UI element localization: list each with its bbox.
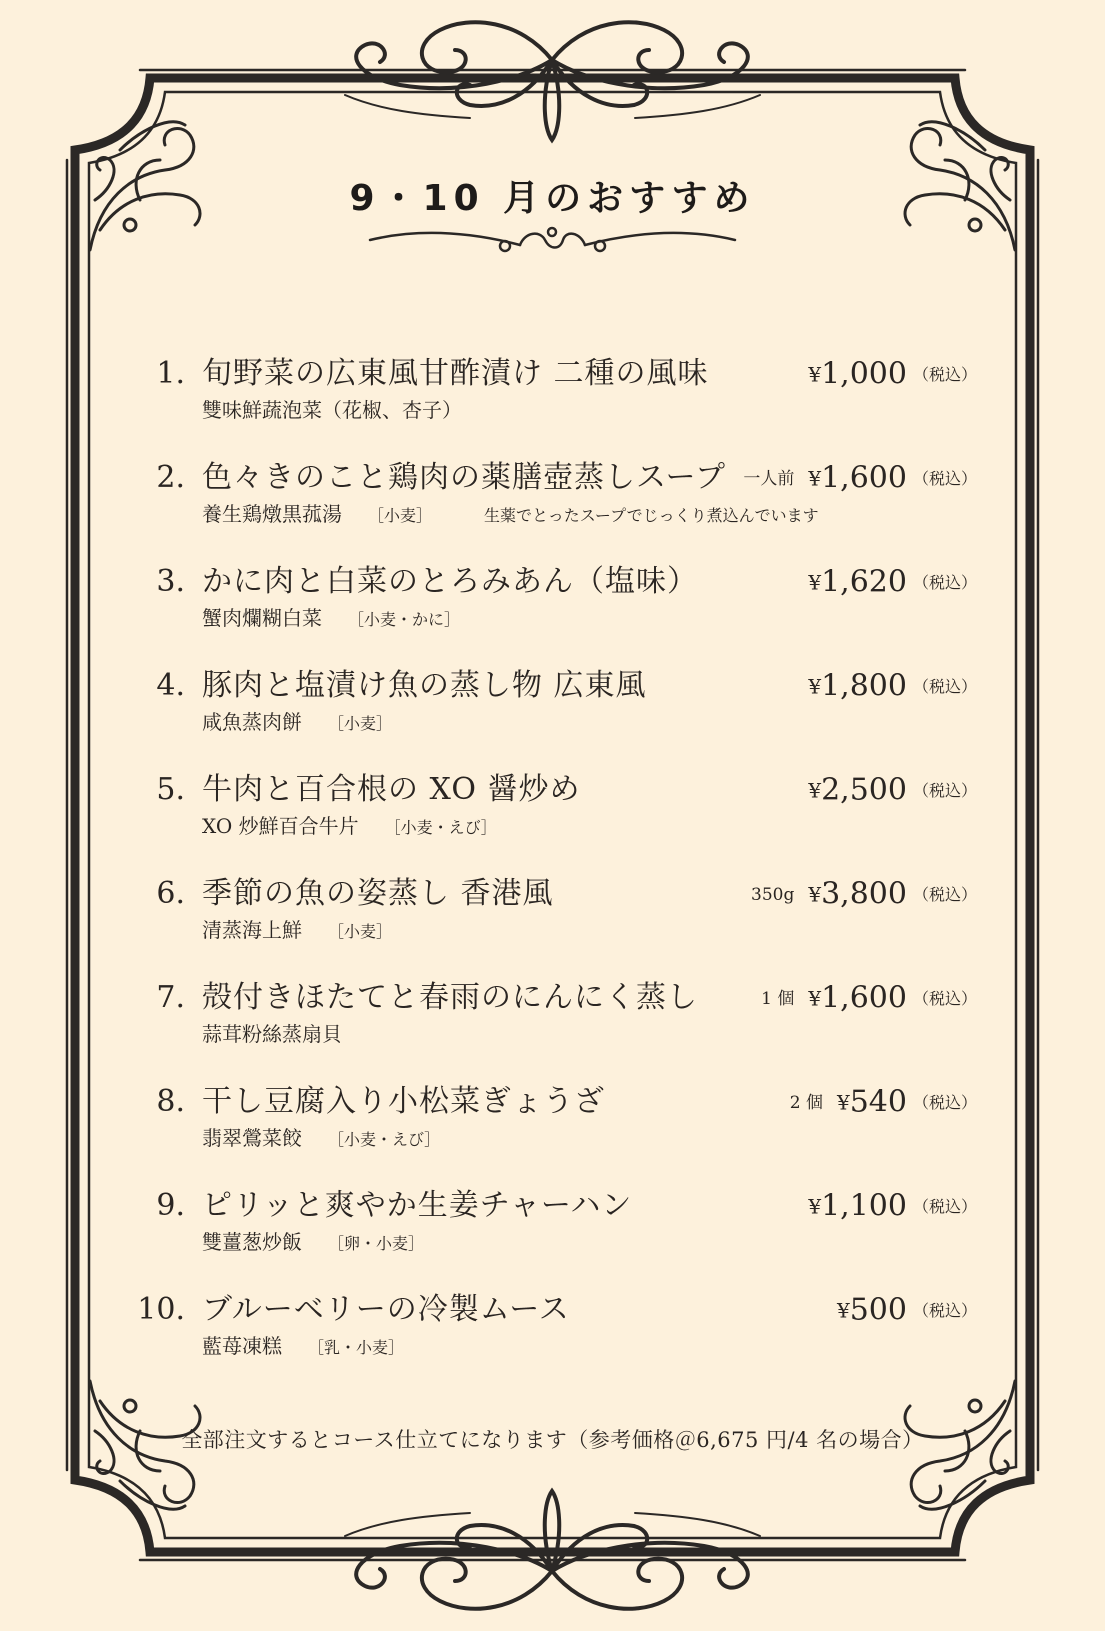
- item-price: 1,600: [821, 980, 907, 1016]
- item-note: 生薬でとったスープでじっくり煮込んでいます: [484, 506, 819, 525]
- item-name: ブルーベリーの冷製ムース: [202, 1292, 570, 1327]
- item-subline: [202, 1332, 404, 1362]
- item-chinese-name: 養生鶏燉黒菰湯: [202, 502, 342, 526]
- title-divider-icon: [370, 228, 735, 251]
- item-number: 5.: [156, 772, 185, 807]
- tax-label: （税込）: [912, 988, 977, 1008]
- item-price-box: [808, 666, 977, 707]
- item-name: 牛肉と百合根の XO 醤炒め: [202, 772, 581, 807]
- item-chinese-name: 咸魚蒸肉餅: [202, 710, 302, 734]
- item-price-box: [790, 1082, 977, 1123]
- item-quantity: 1 個: [761, 988, 795, 1009]
- item-subline: [202, 812, 497, 842]
- item-chinese-name: 清蒸海上鮮: [202, 918, 302, 942]
- item-allergens: ［乳・小麦］: [308, 1338, 405, 1357]
- yen-sign: ¥: [808, 674, 822, 699]
- item-chinese-name: 雙薑葱炒飯: [202, 1230, 302, 1254]
- item-quantity: 350g: [751, 884, 795, 905]
- item-number: 8.: [156, 1084, 185, 1119]
- item-number: 6.: [156, 876, 185, 911]
- tax-label: （税込）: [912, 1092, 977, 1112]
- tax-label: （税込）: [912, 1196, 977, 1216]
- page-title: 9・10 月のおすすめ: [349, 178, 756, 219]
- yen-sign: ¥: [836, 1090, 850, 1115]
- item-name: 季節の魚の姿蒸し 香港風: [202, 876, 554, 911]
- menu-item: [0, 666, 1105, 756]
- item-price: 3,800: [821, 876, 907, 912]
- item-subline: [202, 1124, 440, 1154]
- yen-sign: ¥: [808, 570, 822, 595]
- item-number: 2.: [156, 460, 185, 495]
- item-subline: [202, 708, 392, 738]
- item-price-box: [743, 458, 977, 499]
- item-subline: [202, 396, 462, 424]
- item-number: 10.: [137, 1292, 185, 1327]
- tax-label: （税込）: [912, 572, 977, 592]
- yen-sign: ¥: [808, 1194, 822, 1219]
- item-subline: [202, 1228, 424, 1258]
- item-name: 干し豆腐入り小松菜ぎょうざ: [202, 1084, 605, 1119]
- item-number: 7.: [156, 980, 185, 1015]
- item-allergens: ［小麦・かに］: [348, 610, 461, 629]
- menu-item: [0, 1290, 1105, 1380]
- item-chinese-name: 蒜茸粉絲蒸扇貝: [202, 1022, 342, 1046]
- menu-item: [0, 978, 1105, 1068]
- item-subline: [202, 500, 819, 530]
- tax-label: （税込）: [912, 364, 977, 384]
- item-price-box: [808, 562, 977, 603]
- tax-label: （税込）: [912, 780, 977, 800]
- item-price: 1,620: [821, 564, 907, 600]
- item-number: 1.: [156, 356, 185, 391]
- item-name: 豚肉と塩漬け魚の蒸し物 広東風: [202, 668, 647, 703]
- item-quantity: 一人前: [743, 468, 795, 489]
- item-chinese-name: 雙味鮮蔬泡菜（花椒、杏子）: [202, 398, 462, 422]
- item-price-box: [837, 1290, 977, 1331]
- item-price: 1,800: [821, 668, 907, 704]
- item-price-box: [808, 1186, 977, 1227]
- yen-sign: ¥: [808, 362, 822, 387]
- tax-label: （税込）: [912, 468, 977, 488]
- item-subline: [202, 1020, 342, 1048]
- item-allergens: ［小麦・えび］: [328, 1130, 441, 1149]
- menu-item: [0, 874, 1105, 964]
- item-number: 9.: [156, 1188, 185, 1223]
- item-price-box: [808, 770, 977, 811]
- menu-item: [0, 354, 1105, 444]
- item-quantity: 2 個: [789, 1092, 823, 1113]
- tax-label: （税込）: [912, 1300, 977, 1320]
- menu-item: [0, 770, 1105, 860]
- item-price: 1,000: [821, 356, 907, 392]
- footer-note: 全部注文するとコース仕立てになります（参考価格＠6,675 円/4 名の場合）: [181, 1428, 924, 1452]
- item-chinese-name: 藍苺凍糕: [202, 1334, 282, 1358]
- item-chinese-name: 蟹肉爛糊白菜: [202, 606, 322, 630]
- item-price: 500: [849, 1292, 907, 1328]
- item-number: 4.: [156, 668, 185, 703]
- item-allergens: ［小麦］: [328, 714, 393, 733]
- yen-sign: ¥: [808, 778, 822, 803]
- yen-sign: ¥: [808, 986, 822, 1011]
- item-chinese-name: 翡翠鶯菜餃: [202, 1126, 302, 1150]
- item-allergens: ［小麦・えび］: [384, 818, 497, 837]
- item-subline: [202, 604, 460, 634]
- item-subline: [202, 916, 392, 946]
- item-price: 1,600: [821, 460, 907, 496]
- menu-item: [0, 1082, 1105, 1172]
- tax-label: （税込）: [912, 676, 977, 696]
- item-number: 3.: [156, 564, 185, 599]
- item-name: 旬野菜の広東風甘酢漬け 二種の風味: [202, 356, 709, 391]
- yen-sign: ¥: [836, 1298, 850, 1323]
- item-price-box: [761, 978, 977, 1019]
- item-chinese-name: XO 炒鮮百合牛片: [202, 814, 359, 838]
- item-name: かに肉と白菜のとろみあん（塩味）: [202, 564, 698, 599]
- item-price: 2,500: [821, 772, 907, 808]
- yen-sign: ¥: [808, 882, 822, 907]
- tax-label: （税込）: [912, 884, 977, 904]
- item-name: ピリッと爽やか生姜チャーハン: [202, 1188, 633, 1223]
- item-allergens: ［卵・小麦］: [328, 1234, 425, 1253]
- item-name: 色々きのこと鶏肉の薬膳壺蒸しスープ: [202, 460, 726, 495]
- item-name: 殻付きほたてと春雨のにんにく蒸し: [202, 980, 698, 1015]
- menu-item: [0, 562, 1105, 652]
- menu-item: [0, 458, 1105, 548]
- item-price: 540: [849, 1084, 907, 1120]
- yen-sign: ¥: [808, 466, 822, 491]
- item-price-box: [751, 874, 977, 915]
- item-allergens: ［小麦］: [328, 922, 393, 941]
- item-price-box: [808, 354, 977, 395]
- item-price: 1,100: [821, 1188, 907, 1224]
- menu-item: [0, 1186, 1105, 1276]
- item-allergens: ［小麦］: [368, 506, 433, 525]
